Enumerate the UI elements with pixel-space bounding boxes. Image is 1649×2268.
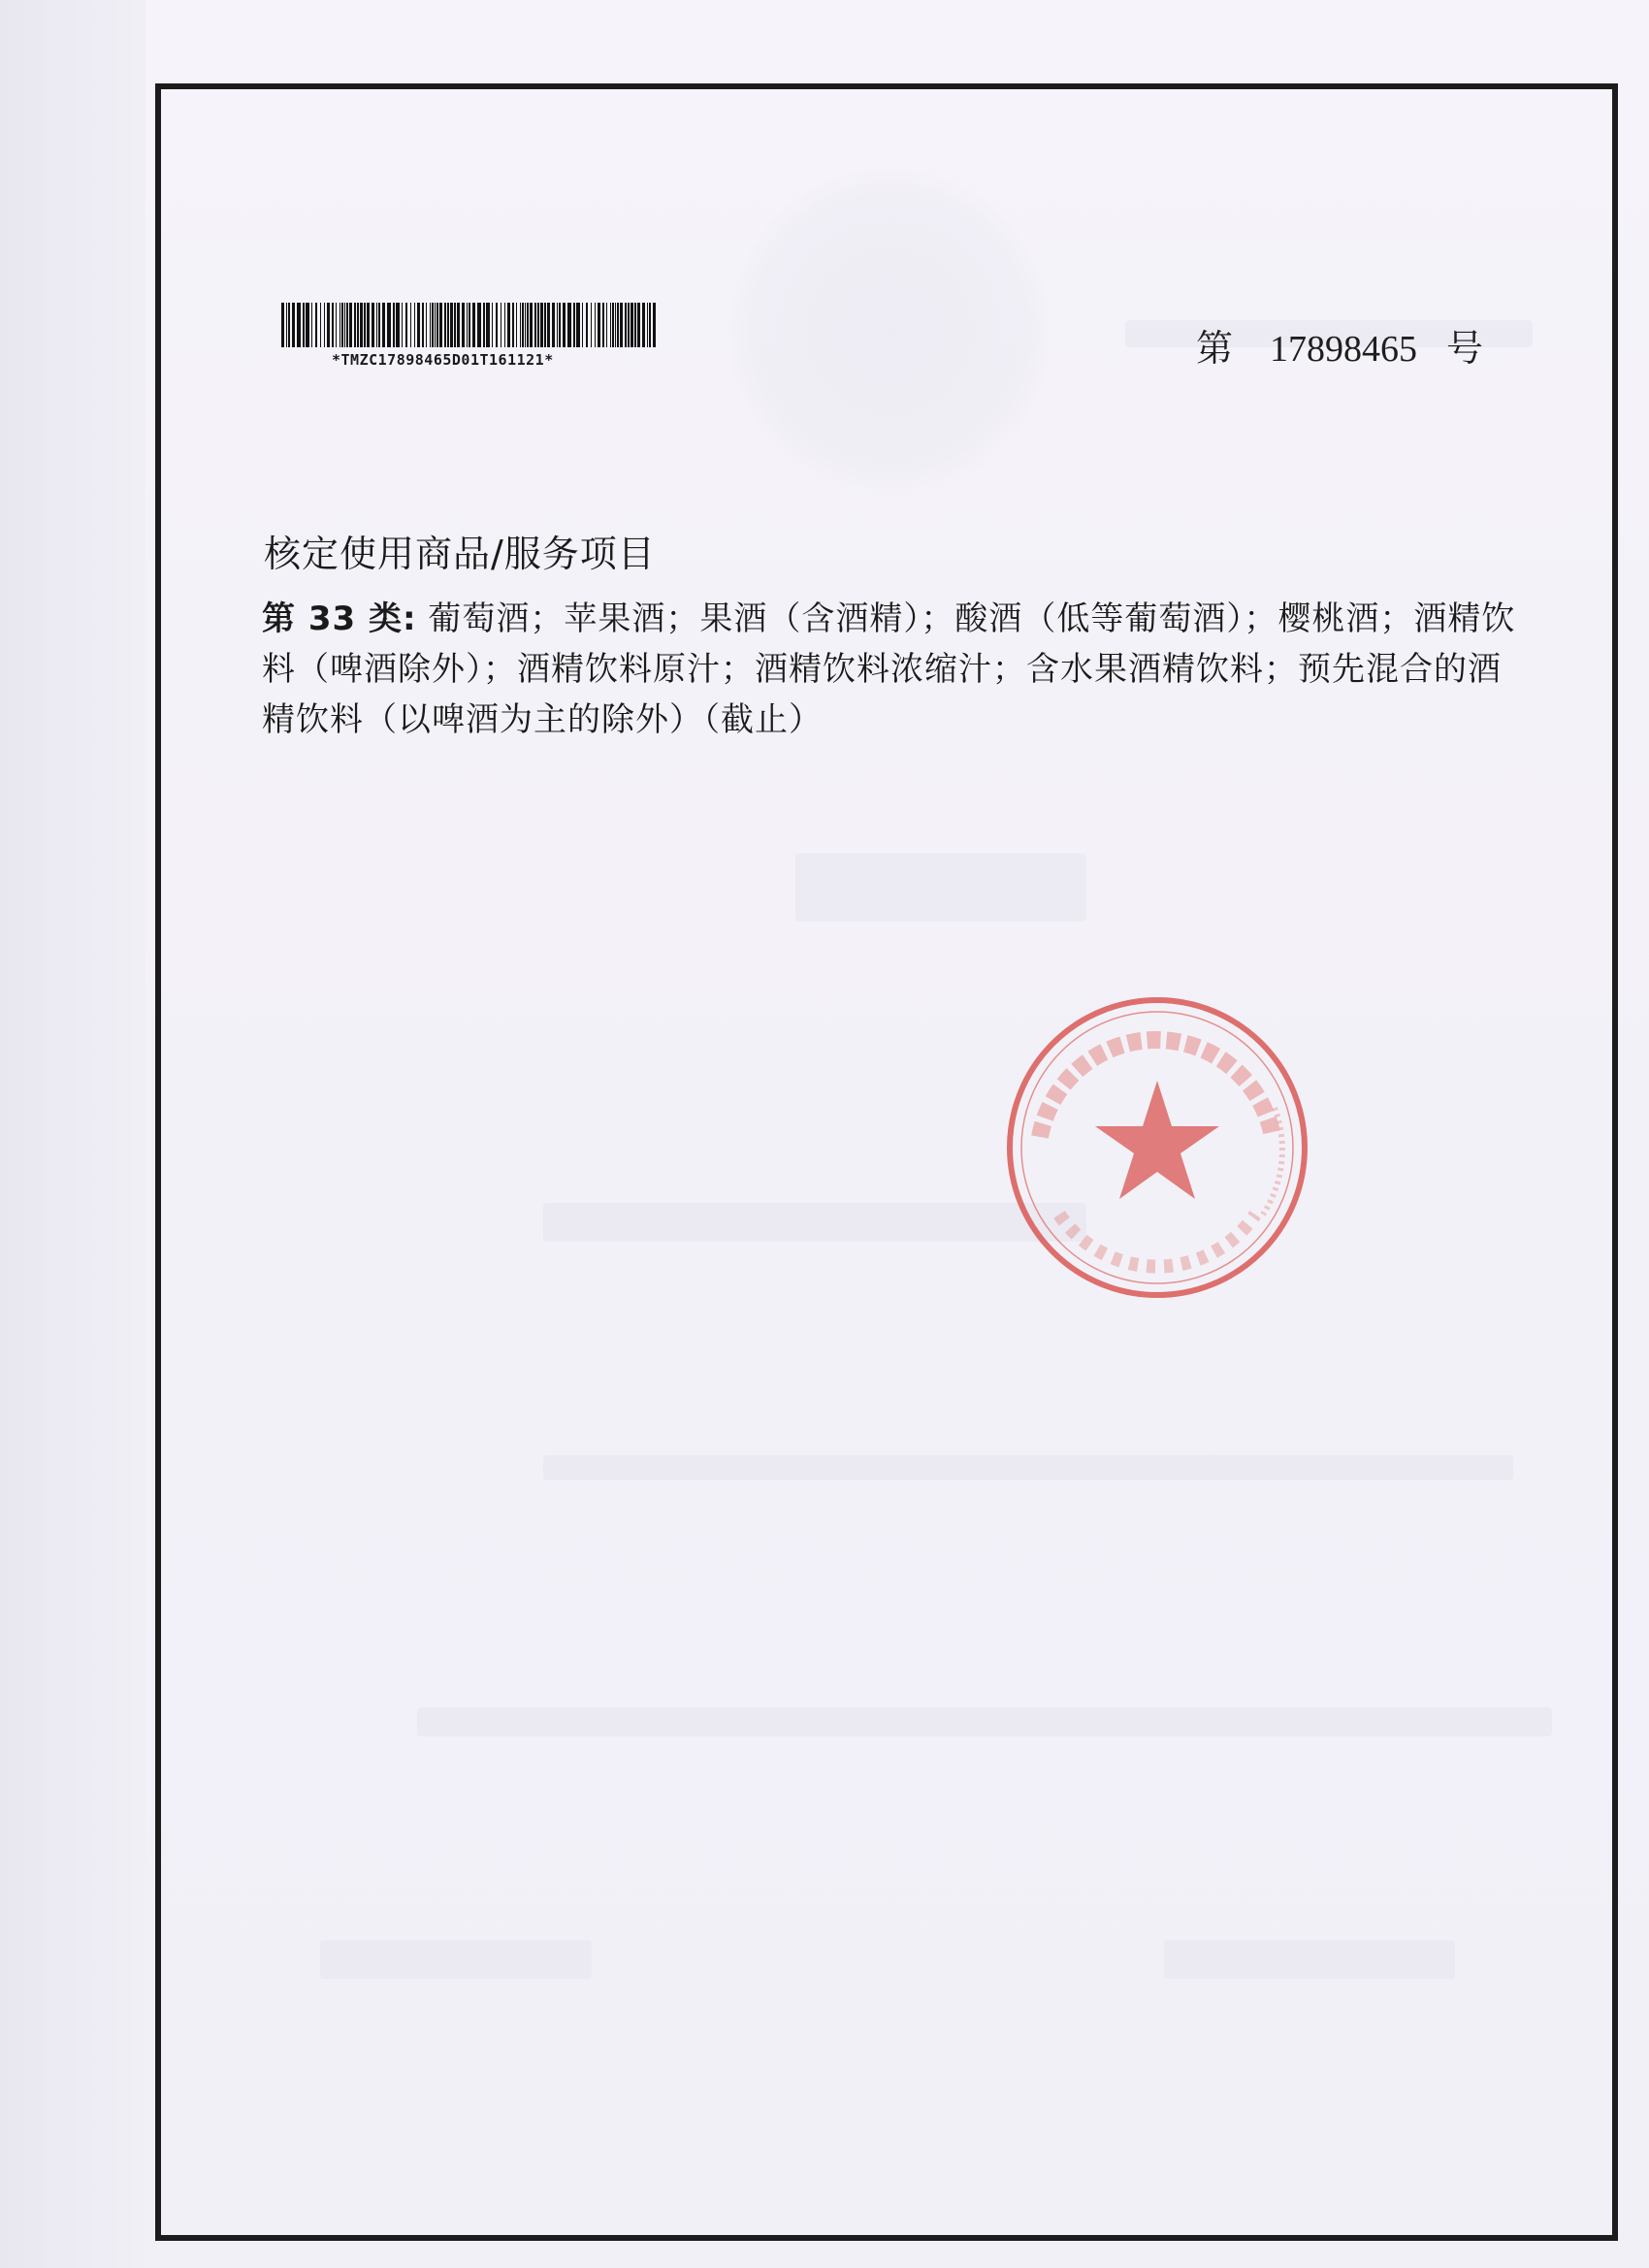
barcode-bar	[586, 303, 588, 347]
barcode-bar	[378, 303, 380, 347]
barcode-bar	[496, 303, 498, 347]
barcode-bar	[552, 303, 555, 347]
class-label: 第 33 类:	[262, 599, 417, 638]
barcode-bar	[450, 303, 453, 347]
barcode-bar	[447, 303, 449, 347]
goods-items: 葡萄酒；苹果酒；果酒（含酒精）；酸酒（低等葡萄酒）；樱桃酒；酒精饮料（啤酒除外）；酒精饮料原汁；酒精饮料浓缩汁；含水果酒精饮料；预先混合的酒精饮料（以啤酒为主的除外）（截止）	[262, 599, 1516, 739]
barcode-bar	[402, 303, 403, 347]
barcode-bar	[530, 303, 533, 347]
barcode-bar	[537, 303, 539, 347]
barcode-bar	[393, 303, 395, 347]
barcode-bar	[332, 303, 334, 347]
barcode-bar	[595, 303, 596, 347]
barcode-bar	[573, 303, 575, 347]
barcode-bar	[544, 303, 546, 347]
barcode-bar	[372, 303, 374, 347]
barcode-bar	[634, 303, 636, 347]
barcode-bar	[477, 303, 481, 347]
barcode-bar	[642, 303, 645, 347]
barcode-bar	[620, 303, 623, 347]
barcode-bar	[540, 303, 543, 347]
barcode-bar	[516, 303, 517, 347]
barcode-bar	[598, 303, 600, 347]
certificate-border	[155, 83, 1618, 2241]
barcode-bar	[454, 303, 456, 347]
barcode-bar	[439, 303, 442, 347]
barcode-bar	[341, 303, 343, 347]
barcode-bar	[547, 303, 550, 347]
barcode-bar	[344, 303, 345, 347]
number-prefix: 第	[1196, 329, 1234, 370]
barcode-bar	[336, 303, 337, 347]
barcode-bar	[512, 303, 514, 347]
barcode	[281, 303, 660, 380]
barcode-bar	[612, 303, 614, 347]
barcode-bar	[396, 303, 400, 347]
barcode-bar	[436, 303, 438, 347]
barcode-bar	[457, 303, 460, 347]
barcode-bar	[364, 303, 366, 347]
barcode-bar	[492, 303, 493, 347]
barcode-bar	[606, 303, 607, 347]
barcode-bar	[414, 303, 415, 347]
barcode-bar	[281, 303, 284, 347]
barcode-bar	[306, 303, 309, 347]
barcode-bar	[376, 303, 377, 347]
barcode-bar	[297, 303, 301, 347]
barcode-bar	[327, 303, 330, 347]
barcode-bar	[637, 303, 640, 347]
barcode-caption: *TMZC17898465D01T161121*	[332, 351, 554, 369]
barcode-bar	[486, 303, 490, 347]
barcode-bar	[507, 303, 510, 347]
barcode-bar	[315, 303, 317, 347]
barcode-bar	[324, 303, 325, 347]
barcode-bar	[286, 303, 287, 347]
barcode-bar	[576, 303, 580, 347]
barcode-bar	[430, 303, 431, 347]
barcode-bar	[320, 303, 321, 347]
barcode-bar	[527, 303, 529, 347]
barcode-bar	[582, 303, 583, 347]
barcode-bar	[292, 303, 295, 347]
barcode-bar	[472, 303, 475, 347]
barcode-bar	[559, 303, 561, 347]
barcode-bar	[467, 303, 468, 347]
barcode-bar	[534, 303, 536, 347]
number-value: 17898465	[1270, 329, 1418, 370]
barcode-bar	[367, 303, 370, 347]
barcode-bar	[387, 303, 391, 347]
goods-list	[262, 594, 1533, 745]
barcode-bar	[303, 303, 305, 347]
registration-number	[1196, 318, 1483, 372]
barcode-bars	[281, 303, 660, 347]
barcode-bar	[567, 303, 571, 347]
barcode-bar	[591, 303, 592, 347]
barcode-bar	[649, 303, 651, 347]
barcode-bar	[444, 303, 446, 347]
barcode-bar	[520, 303, 521, 347]
barcode-bar	[628, 303, 630, 347]
barcode-bar	[563, 303, 566, 347]
barcode-bar	[410, 303, 411, 347]
barcode-bar	[630, 303, 633, 347]
barcode-bar	[617, 303, 619, 347]
barcode-bar	[625, 303, 627, 347]
barcode-bar	[405, 303, 407, 347]
barcode-bar	[522, 303, 524, 347]
barcode-bar	[525, 303, 526, 347]
barcode-bar	[504, 303, 505, 347]
barcode-bar	[615, 303, 616, 347]
barcode-bar	[288, 303, 290, 347]
barcode-bar	[417, 303, 420, 347]
barcode-bar	[346, 303, 348, 347]
barcode-bar	[422, 303, 424, 347]
scan-edge-shadow	[0, 0, 146, 2268]
barcode-bar	[462, 303, 465, 347]
barcode-bar	[653, 303, 656, 347]
barcode-bar	[349, 303, 352, 347]
barcode-bar	[382, 303, 385, 347]
company-seal-icon	[1001, 991, 1313, 1304]
barcode-bar	[435, 303, 436, 347]
barcode-bar	[426, 303, 427, 347]
barcode-bar	[647, 303, 648, 347]
goods-section-title: 核定使用商品/服务项目	[264, 533, 656, 575]
barcode-bar	[432, 303, 434, 347]
barcode-bar	[469, 303, 470, 347]
barcode-bar	[360, 303, 363, 347]
barcode-bar	[557, 303, 558, 347]
barcode-bar	[357, 303, 359, 347]
number-suffix: 号	[1446, 329, 1484, 370]
barcode-bar	[602, 303, 604, 347]
barcode-bar	[354, 303, 356, 347]
barcode-bar	[483, 303, 485, 347]
barcode-bar	[610, 303, 611, 347]
barcode-bar	[311, 303, 312, 347]
